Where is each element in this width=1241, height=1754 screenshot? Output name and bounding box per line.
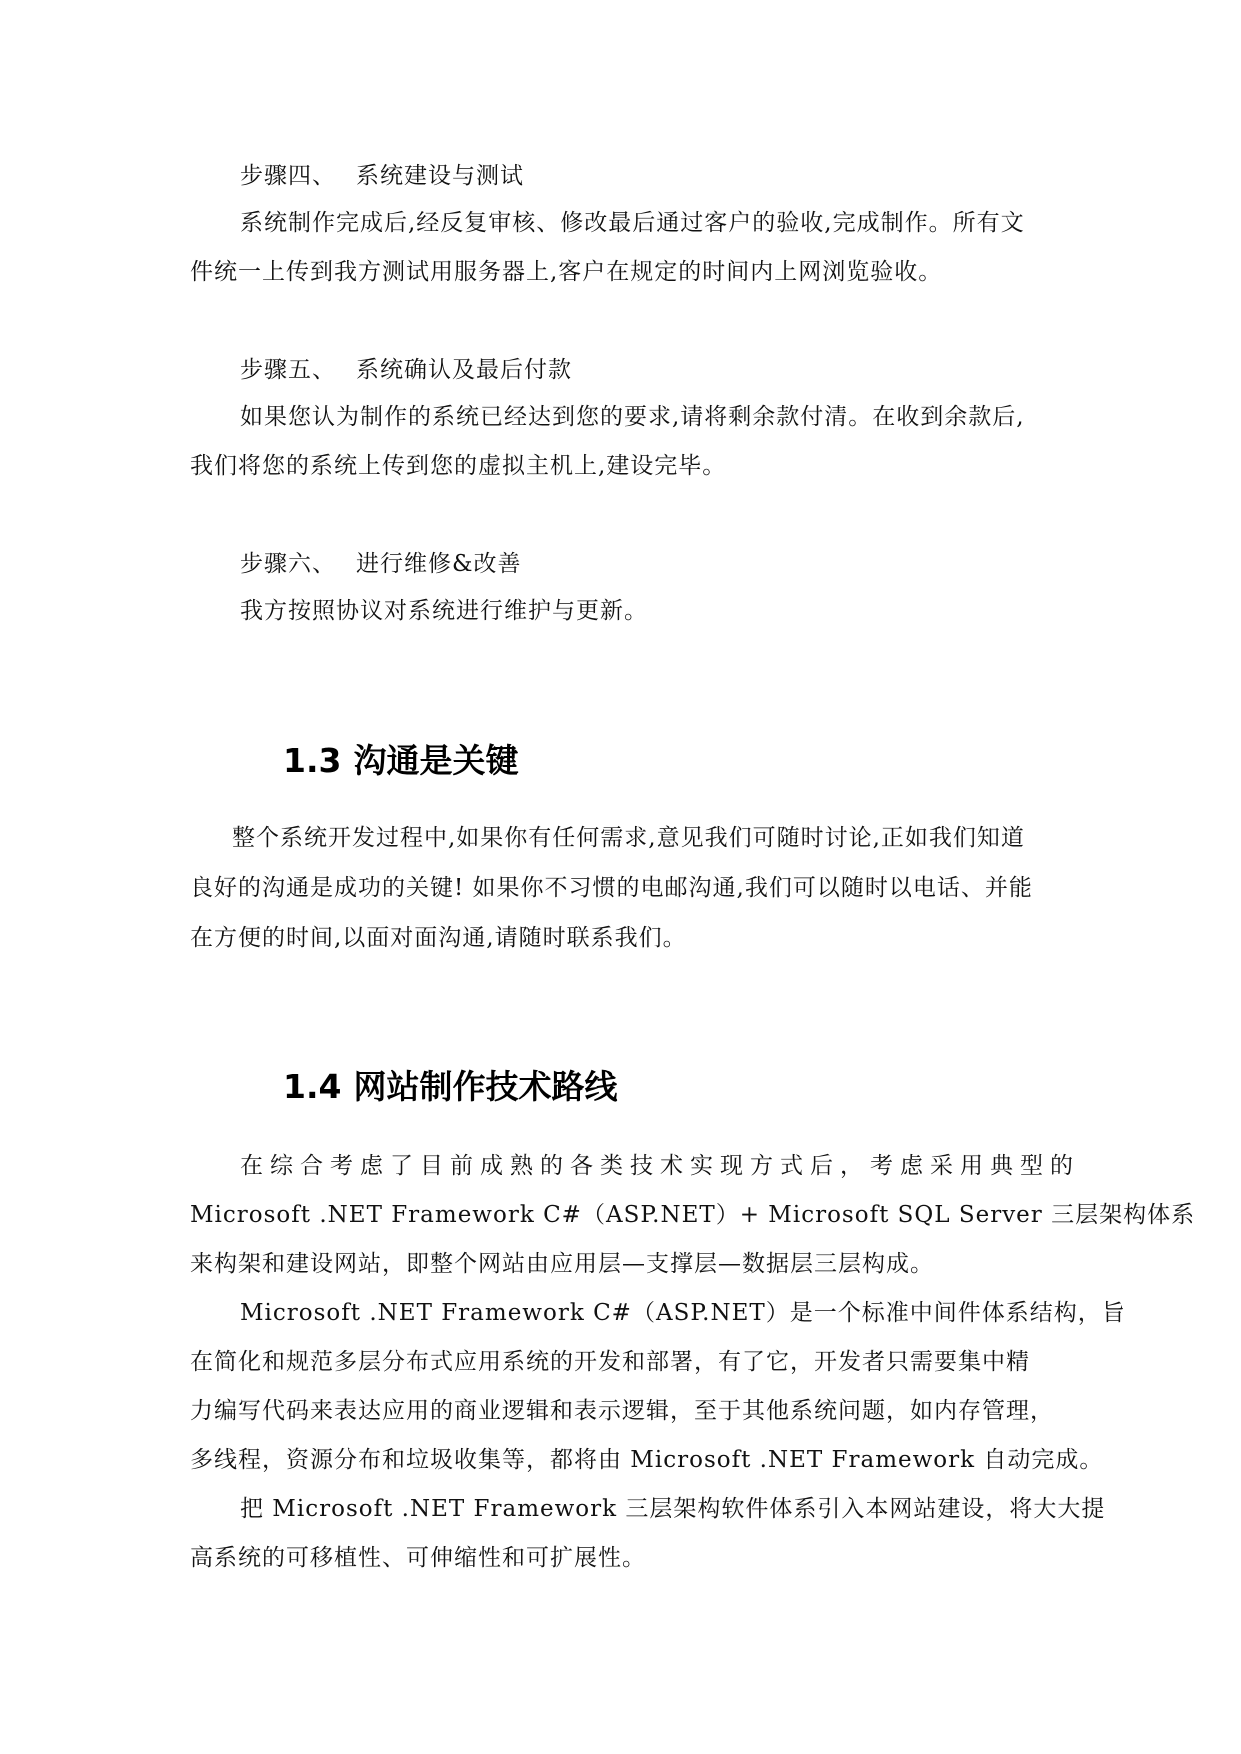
step4-line-1: 系统制作完成后,经反复审核、修改最后通过客户的验收,完成制作。所有文: [240, 210, 1025, 236]
section-1-3-line-1: 整个系统开发过程中,如果你有任何需求,意见我们可随时讨论,正如我们知道: [232, 825, 1025, 851]
section-1-3-heading: [283, 741, 518, 781]
section-1-4-p1-line-1: 在综合考虑了目前成熟的各类技术实现方式后，考虑采用典型的: [240, 1153, 1080, 1179]
step5-heading: [240, 355, 572, 385]
section-1-3-number: 1.3: [283, 741, 342, 780]
step6-number: 步骤六、: [240, 551, 336, 577]
step5-line-1: 如果您认为制作的系统已经达到您的要求,请将剩余款付清。在收到余款后,: [240, 404, 1025, 430]
section-1-4-p2-line-3: 力编写代码来表达应用的商业逻辑和表示逻辑，至于其他系统问题，如内存管理，: [190, 1398, 1054, 1424]
step5-number: 步骤五、: [240, 357, 336, 383]
step5-line-2: 我们将您的系统上传到您的虚拟主机上,建设完毕。: [190, 453, 727, 479]
step4-number: 步骤四、: [240, 163, 336, 189]
step6-line-1: 我方按照协议对系统进行维护与更新。: [240, 598, 648, 624]
section-1-3-title: 沟通是关键: [353, 741, 519, 780]
step6-title: 进行维修&改善: [356, 551, 522, 577]
step4-line-2: 件统一上传到我方测试用服务器上,客户在规定的时间内上网浏览验收。: [190, 259, 943, 285]
step6-heading: [240, 549, 521, 579]
section-1-4-p1-line-3: 来构架和建设网站，即整个网站由应用层—支撑层—数据层三层构成。: [190, 1251, 934, 1277]
section-1-3-line-3: 在方便的时间,以面对面沟通,请随时联系我们。: [190, 925, 687, 951]
step4-title: 系统建设与测试: [356, 163, 524, 189]
step5-title: 系统确认及最后付款: [356, 357, 572, 383]
section-1-3-line-2: 良好的沟通是成功的关键! 如果你不习惯的电邮沟通,我们可以随时以电话、并能: [190, 875, 1033, 901]
section-1-4-title: 网站制作技术路线: [353, 1067, 618, 1106]
section-1-4-p1-line-2: Microsoft .NET Framework C#（ASP.NET）+ Microsoft SQL Server 三层架构体系: [190, 1202, 1196, 1228]
step4-heading: [240, 161, 524, 191]
section-1-4-p3-line-2: 高系统的可移植性、可伸缩性和可扩展性。: [190, 1545, 646, 1571]
section-1-4-number: 1.4: [283, 1067, 342, 1106]
section-1-4-heading: [283, 1067, 617, 1107]
section-1-4-p2-line-4: 多线程，资源分布和垃圾收集等，都将由 Microsoft .NET Framework 自动完成。: [190, 1447, 1104, 1473]
section-1-4-p2-line-2: 在简化和规范多层分布式应用系统的开发和部署，有了它，开发者只需要集中精: [190, 1349, 1030, 1375]
section-1-4-p3-line-1: 把 Microsoft .NET Framework 三层架构软件体系引入本网站建设，将大大提: [240, 1496, 1106, 1522]
section-1-4-p2-line-1: Microsoft .NET Framework C#（ASP.NET）是一个标准中间件体系结构，旨: [240, 1300, 1126, 1326]
